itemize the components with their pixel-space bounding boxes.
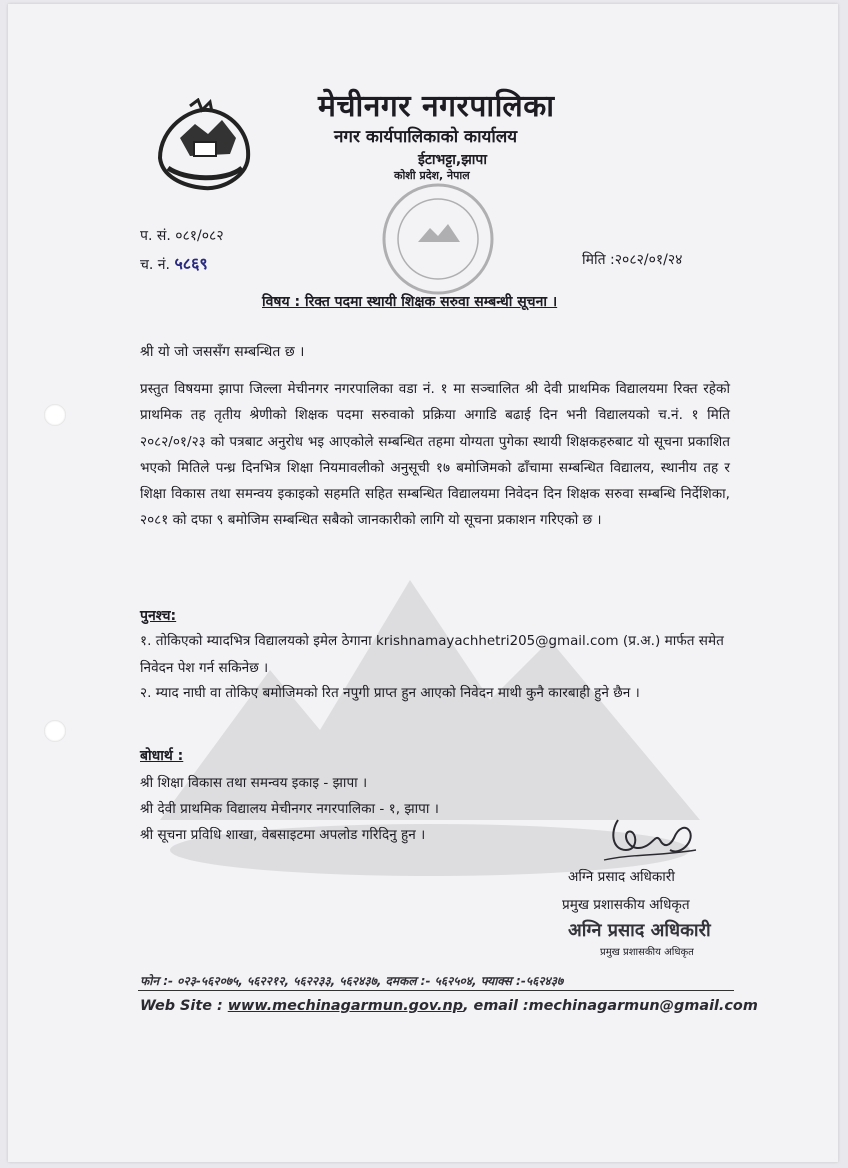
cc-item: श्री देवी प्राथमिक विद्यालय मेचीनगर नगरपालिका - १, झापा । (140, 801, 439, 817)
seal-post: प्रमुख प्रशासकीय अधिकृत (600, 947, 694, 958)
cc-heading: बोधार्थ : (140, 748, 184, 764)
office-province: कोशी प्रदेश, नेपाल (394, 169, 470, 182)
org-name: मेचीनगर नगरपालिका (318, 89, 555, 124)
office-email[interactable]: mechinagarmun@gmail.com (528, 998, 758, 1014)
cc-list (140, 770, 439, 848)
punch-hole (44, 404, 66, 426)
letter-date: मिति :२०८२/०१/२४ (582, 252, 683, 268)
seal-name: अग्नि प्रसाद अधिकारी (568, 920, 711, 941)
dispatch-number-value: ५८६९ (174, 254, 208, 273)
website-link[interactable]: www.mechinagarmun.gov.np (227, 998, 464, 1014)
dispatch-number (140, 252, 208, 274)
postscript-item-1: १. तोकिएको म्यादभित्र विद्यालयको इमेल ठेगाना krishnamayachhetri205@gmail.com (प्र.अ.) मार्फत समेत निवेदन पेश गर्न सकिनेछ । (140, 633, 724, 676)
school-email: krishnamayachhetri205@gmail.com (376, 634, 619, 649)
footer-web: Web Site : www.mechinagarmun.gov.np, email :mechinagarmun@gmail.com (140, 998, 758, 1014)
punch-hole (44, 720, 66, 742)
signatory-post: प्रमुख प्रशासकीय अधिकृत (562, 897, 690, 913)
footer-phone: फोन :- ०२३-५६२०७५, ५६२२१२, ५६२२३३, ५६२४३७, दमकल :- ५६२५०४, फ्याक्स :-५६२४३७ (140, 974, 564, 988)
signatory-name: अग्नि प्रसाद अधिकारी (568, 869, 675, 885)
postscript-heading: पुनश्च: (140, 608, 177, 624)
official-stamp (368, 180, 508, 298)
postscript-item-2: २. म्याद नाघी वा तोकिए बमोजिमको रित नपुगी प्राप्त हुन आएको निवेदन माथी कुनै कारबाही हुने छैन । (140, 685, 640, 701)
dispatch-number-label: च. नं. (140, 257, 171, 273)
nepal-emblem-logo (150, 98, 260, 194)
cc-item: श्री शिक्षा विकास तथा समन्वय इकाइ - झापा । (140, 775, 368, 791)
salutation: श्री यो जो जससँग सम्बन्धित छ । (140, 344, 305, 360)
cc-item: श्री सूचना प्रविधि शाखा, वेबसाइटमा अपलोड गरिदिनु हुन । (140, 827, 426, 843)
reference-number: प. सं. ०८१/०८२ (140, 228, 224, 244)
footer-divider (138, 990, 734, 991)
handwritten-signature (600, 810, 700, 866)
office-name: नगर कार्यपालिकाको कार्यालय (334, 127, 518, 147)
letter-body: प्रस्तुत विषयमा झापा जिल्ला मेचीनगर नगरपालिका वडा नं. १ मा सञ्चालित श्री देवी प्राथमिक विद्यालयमा रिक्त रहेको प्राथमिक तह तृतीय श्रेणीको शिक्षक पदमा सरुवाको प्रक्रिया अगाडि बढाई दिन भनी विद्यालयको च.नं. १ मिति २०८२/०१/२३ को पत्रबाट अनुरोध भइ आएकोले सम्बन्धित तहमा योग्यता पुगेका स्थायी शिक्षकहरुबाट यो सूचना प्रकाशित भएको मितिले पन्ध्र दिनभित्र शिक्षा नियमावलीको अनुसूची १७ बमोजिमको ढाँचामा सम्बन्धित विद्यालय, स्थानीय तह र शिक्षा विकास तथा समन्वय इकाइको सहमति सहित सम्बन्धित विद्यालयमा निवेदन दिन शिक्षक सरुवा सम्बन्धि निर्देशिका, २०८१ को दफा ९ बमोजिम सम्बन्धित सबैको जानकारीको लागि यो सूचना प्रकाशन गरिएको छ । (140, 381, 730, 529)
office-address: ईटाभट्टा,झापा (418, 152, 487, 168)
letter-subject: विषय : रिक्त पदमा स्थायी शिक्षक सरुवा सम्बन्धी सूचना । (262, 294, 558, 310)
